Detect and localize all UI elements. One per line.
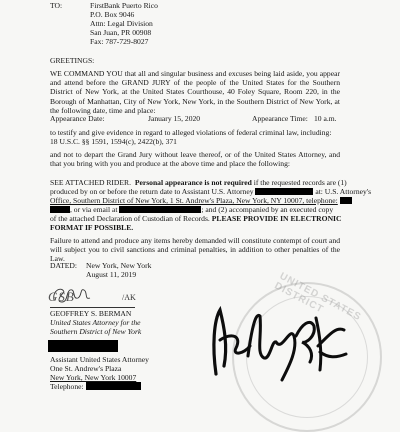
- court-seal-text: UNITED STATES DISTRICT: [272, 270, 364, 324]
- recipient-name: FirstBank Puerto Rico: [90, 1, 158, 10]
- redaction-ausa-signature: [48, 340, 118, 352]
- dated-date: August 11, 2019: [86, 270, 137, 279]
- ausa-title: Assistant United States Attorney: [50, 355, 149, 364]
- rider-line2-rest: at: U.S. Attorney's: [313, 187, 372, 196]
- rider-line-1: [50, 178, 347, 187]
- rider-personal-appearance: Personal appearance is not required: [134, 178, 252, 187]
- appearance-time-value: 10 a.m.: [314, 114, 337, 123]
- signature-line: [50, 307, 135, 308]
- rider-line1-rest: if the requested records are (1): [251, 178, 347, 187]
- redaction-ausa-phone: [86, 382, 141, 390]
- rider-line5-text: of the attached Declaration of Custodian of Records.: [50, 214, 210, 223]
- recipient-po-box: P.O. Box 9046: [90, 10, 135, 19]
- rider-line-2: [50, 187, 371, 196]
- appearance-time-label: Appearance Time:: [252, 114, 308, 123]
- dated-place: New York, New York: [86, 261, 152, 270]
- command-paragraph: WE COMMAND YOU that all and singular business and excuses being laid aside, you appear and attend before the GRAND JURY of the people of the United States for the Southern District of New York, at the United States Courthouse, 40 Foley Square, Room 220, in the Borough of Manhattan, City of New York, New York, in the Southern District of New York, at the following date, time and place:: [50, 69, 340, 115]
- rider-see-attached: SEE ATTACHED RIDER.: [50, 178, 132, 187]
- rider-line2-text: produced by on or before the return date to Assistant U.S. Attorney: [50, 187, 254, 196]
- signatory-title-2: Southern District of New York: [50, 327, 142, 336]
- rider-line4-rest: ; and (2) accompanied by an executed copy: [201, 205, 334, 214]
- depart-paragraph: and not to depart the Grand Jury without leave thereof, or of the United States Attorney, and that you bring with you and produce at the above time and place the following:: [50, 150, 340, 169]
- rider-line3-text: Office, Southern District of New York, 1 St. Andrew's Plaza, New York, NY 10007, telephone:: [50, 196, 338, 205]
- ausa-address-2: New York, New York 10007: [50, 373, 137, 382]
- redaction-ausa-name: [255, 188, 313, 195]
- initials-ak: /AK: [122, 293, 136, 302]
- ausa-address-1: One St. Andrew's Plaza: [50, 364, 122, 373]
- appearance-date-label: Appearance Date:: [50, 114, 105, 123]
- ausa-telephone-label: Telephone:: [50, 382, 84, 391]
- redaction-email: [119, 206, 201, 213]
- rider-line4-text: , or via email at: [70, 205, 118, 214]
- signatory-name: GEOFFREY S. BERMAN: [50, 309, 132, 318]
- recipient-fax: Fax: 787-729-8027: [90, 37, 149, 46]
- appearance-date-value: January 15, 2020: [148, 114, 201, 123]
- rider-line-3: [50, 196, 352, 205]
- initials-text: GSB: [48, 289, 75, 304]
- testify-line: to testify and give evidence in regard to alleged violations of federal criminal law, including:: [50, 128, 332, 137]
- dated-label: DATED:: [50, 261, 77, 270]
- signatory-title-1: United States Attorney for the: [50, 318, 141, 327]
- failure-paragraph: Failure to attend and produce any items hereby demanded will constitute contempt of court and will subject you to civil sanctions and criminal penalties, in addition to other penalties of the Law.: [50, 236, 340, 264]
- rider-line-5: [50, 214, 342, 223]
- handwritten-signature: [198, 296, 348, 386]
- recipient-attn: Attn: Legal Division: [90, 19, 153, 28]
- redaction-phone-2: [50, 206, 70, 213]
- rider-line-6: FORMAT IF POSSIBLE.: [50, 223, 134, 232]
- rider-line-4: [50, 205, 333, 214]
- ausa-telephone: [50, 382, 141, 391]
- to-label: TO:: [50, 1, 63, 10]
- recipient-city: San Juan, PR 00908: [90, 28, 152, 37]
- greetings-heading: GREETINGS:: [50, 56, 95, 65]
- redaction-phone-1: [340, 197, 352, 204]
- rider-electronic-format: PLEASE PROVIDE IN ELECTRONIC: [211, 214, 342, 223]
- statutes-line: 18 U.S.C. §§ 1591, 1594(c), 2422(b), 371: [50, 137, 177, 146]
